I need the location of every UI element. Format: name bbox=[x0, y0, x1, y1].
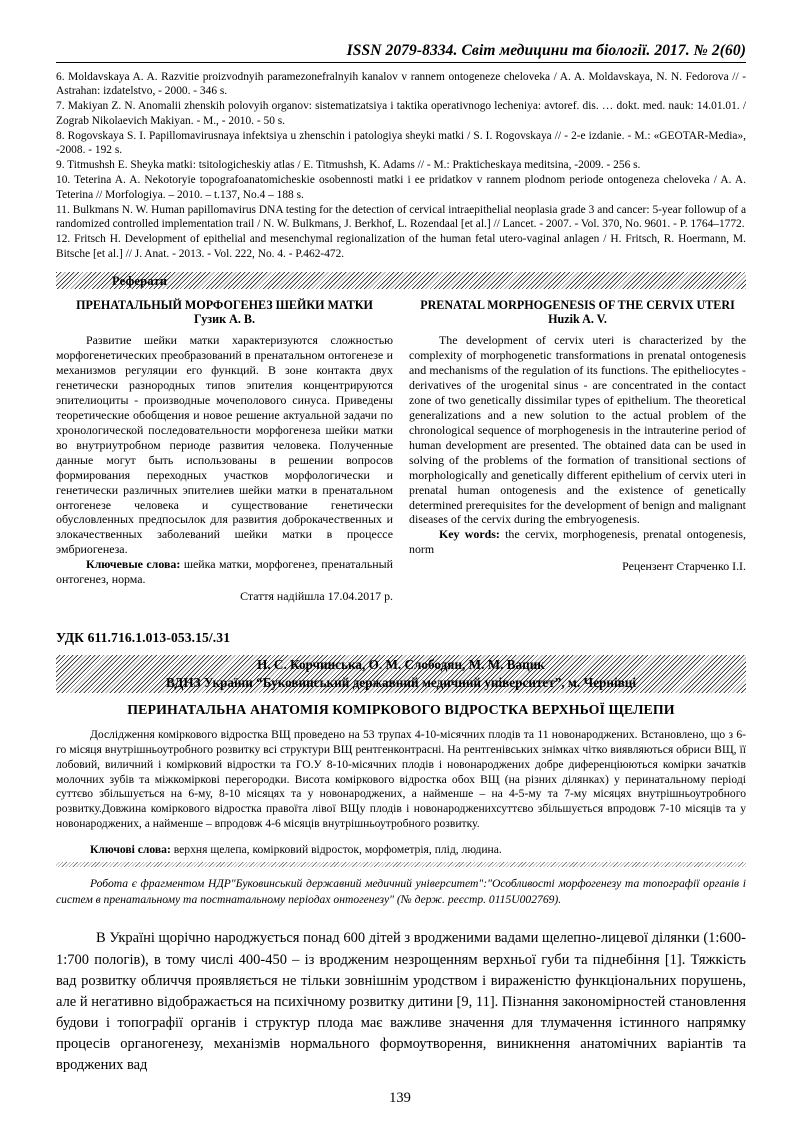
reference-item: 11. Bulkmans N. W. Human papillomavirus DNA testing for the detection of cervical intraepithelial neoplasia grade 3 and cancer: 5-year followup of a randomized controlled implementation trail / N. W. Bulkmans, J. Berkhof, L. Rozendaal [et al.] // Lancet. - 2007. - Vol. 370, No. 9601. - P. 1764–1772. bbox=[56, 203, 746, 231]
abstracts-section-band bbox=[56, 272, 746, 289]
abstract-en-keywords bbox=[409, 527, 746, 557]
reference-item: 8. Rogovskaya S. I. Papillomavirusnaya infektsiya u zhenschin i patologiya sheyki matki / S. I. Rogovskaya // - 2-e izdanie. - M.: «GEOTAR-Media», -2008. - 192 s. bbox=[56, 129, 746, 157]
article-body-text: В Україні щорічно народжується понад 600 дітей з вродженими вадами щелепно-лицевої ділянки (1:600-1:700 пологів), в тому числі 400-450 – із вродженим незрощенням верхньої губи та піднебіння [1]. Тяжкість вад розвитку обличчя проявляється не тільки зовнішнім уродством і вираженістю функціональних порушень, але й негативно відображається на психічному розвитку дитини [9, 11]. Пізнання закономірностей становлення будови і топографії органів і структур плода має важливе значення для тлумачення істинного напрямку процесів органогенезу, механізмів нормального формоутворення, виникнення анатомічних варіантів та вроджених вад bbox=[56, 930, 746, 1074]
section-divider bbox=[56, 862, 746, 867]
abstract-en-reviewer: Рецензент Старченко І.І. bbox=[622, 559, 746, 574]
abstract-ru-keywords bbox=[56, 557, 393, 587]
article-affiliation: ВДНЗ України “Буковинський державний медичний університет”, м. Чернівці bbox=[165, 674, 637, 690]
running-head-rule bbox=[56, 62, 746, 63]
article-abstract: Дослідження коміркового відростка ВЩ проведено на 53 трупах 4-10-місячних плодів та 11 новонароджених. Встановлено, що з 6-го місяця внутрішньоутробного розвитку всі структури ВЩ рентгенконтрасні. На рентгенівських знімках чітко виявляються обриси ВЩ, її лобовий, виличний і комірковий відростки та ГО.У 8-10-місячних плодів і новонароджених добре диференціюються комірки зачатків молочних зубів та міжкоміркові перегородки. Висота коміркового відростка обох ВЩ (на різних ділянках) у перинатальному періоді суттєво збільшується на 6-му, 8-10 місяцях та у новонароджених, а найменше – на 4-5-му та 7-му місяцях внутрішньоутробного розвитку.Довжина коміркового відростка правоїта лівої ВЩу плодів і новонародженихсуттєво збільшується впродовж 7-10 місяців та у новонароджених, а найменше – впродовж 4-6 місяців внутрішньоутробного розвитку. bbox=[56, 728, 746, 830]
abstract-en-keywords-label: Key words: bbox=[439, 527, 500, 542]
abstract-ru-body: Развитие шейки матки характеризуются сложностью морфогенетических преобразований в пренатальном онтогенезе и механизмов регуляции его функций. В зоне контакта двух генетически разнородных типов эпителия концентрируются эпителиоциты - производные мочеполового синуса. Приведены теоретические обобщения и новое решение актуальной задачи по хронологической последовательности морфогенеза шейки матки во внутриутробном периоде развития человека. Полученные данные могут быть использованы в решении вопросов формирования переходных участков морфологически и генетически различных эпителиев шейки матки в пренатальном онтогенезе человека и существование генетически обусловленных предпосылок для развития доброкачественных и злокачественных заболеваний шейки матки в процессе эмбриогенеза. bbox=[56, 333, 393, 557]
reference-item: 7. Makiyan Z. N. Anomalii zhenskih polovyih organov: sistematizatsiya i taktika operativnogo lecheniya: avtoref. dis. … dokt. med. nauk: 14.01.01. / Zograb Nikolaevich Makiyan. - M., - 2010. - 50 s. bbox=[56, 100, 746, 127]
abstract-en-author: Huzik A. V. bbox=[548, 312, 607, 327]
abstract-en-body: The development of cervix uteri is characterized by the complexity of morphogenetic transformations in prenatal ontogenesis and mechanisms of the regulation of its functions. The epitheliocytes - derivatives of the urogenital sinus - are concentrated in the contact zone of two genetically dissimilar types of epithelium. The theoretical generalizations and a new solution to the actual problem of the chronological sequence of morphogenesis in the intrauterine period of human development are presented. The obtained data can be used in solving of the problems of the formation of transitional sections of morphologically and genetically different epithelium of cervix uteri in prenatal human ontogenesis and the existence of genetically determined prerequisites for the development of benign and malignant diseases of the cervix during the embryogenesis. bbox=[409, 333, 746, 527]
abstracts-section-label: Реферати bbox=[112, 274, 168, 289]
abstract-ru-keywords-value: шейка матки, морфогенез, пренатальный онтогенез, норма. bbox=[56, 557, 393, 587]
article-keywords-value: верхня щелепа, комірковий відросток, морфометрія, плід, людина. bbox=[170, 843, 502, 857]
reference-item: 6. Moldavskaya A. A. Razvitie proizvodnyih paramezonefralnyih kanalov v rannem ontogeneze cheloveka / A. A. Moldavskaya, N. N. Fedorova // - Astrahan: izdatelstvo, - 2000. - 346 s. bbox=[56, 71, 746, 98]
reference-item: 9. Titmushsh E. Sheyka matki: tsitologicheskiy atlas / E. Titmushsh, K. Adams // - M.: Prakticheskaya meditsina, -2009. - 256 s. bbox=[56, 159, 641, 172]
abstract-en-title: PRENATAL MORPHOGENESIS OF THE CERVIX UTERI bbox=[420, 298, 735, 313]
funding-note: Робота є фрагментом НДР"Буковинський державний медичний університет":"Особливості морфогенезу та топографії органів і систем в пренатальному та постнатальному періодах онтогенезу" (№ держ. реєстр. 0115U002769). bbox=[56, 877, 746, 906]
article-keywords-label: Ключові слова: bbox=[90, 843, 171, 857]
abstract-ru-received-date: Стаття надійшла 17.04.2017 р. bbox=[240, 589, 393, 604]
article-title: ПЕРИНАТАЛЬНА АНАТОМІЯ КОМІРКОВОГО ВІДРОСТКА ВЕРХНЬОЇ ЩЕЛЕПИ bbox=[127, 703, 675, 719]
abstract-ru-keywords-label: Ключевые слова: bbox=[86, 557, 181, 572]
abstract-russian bbox=[56, 298, 393, 604]
udc-code: УДК 611.716.1.013-053.15/.31 bbox=[56, 630, 231, 646]
article-keywords bbox=[56, 843, 746, 858]
running-head: ISSN 2079-8334. Світ медицини та біології. 2017. № 2(60) bbox=[346, 42, 746, 59]
article-authors-band bbox=[56, 655, 746, 693]
article-authors: Н. С. Корчинська, О. М. Слободян, М. М. Вацик bbox=[257, 657, 545, 673]
reference-item: 12. Fritsch H. Development of epithelial and mesenchymal regionalization of the human fetal utero-vaginal anlagen / H. Fritsch, R. Hoermann, M. Bitsche [et al.] // J. Anat. - 2013. - Vol. 222, No. 4. - P.462-472. bbox=[56, 233, 746, 260]
reference-item: 10. Teterina A. A. Nekotoryie topografoanatomicheskie osobennosti matki i ee pridatkov v rannem plodnom periode ontogeneza cheloveka / A. A. Teterina // Morfologiya. – 2010. – t.137, No.4 – 188 s. bbox=[56, 174, 746, 201]
abstract-ru-title: ПРЕНАТАЛЬНЫЙ МОРФОГЕНЕЗ ШЕЙКИ МАТКИ bbox=[76, 298, 373, 313]
abstracts-columns bbox=[56, 298, 746, 604]
page-content bbox=[56, 42, 746, 1091]
references-list bbox=[56, 70, 746, 261]
abstract-ru-author: Гузик А. В. bbox=[194, 312, 255, 327]
page-number: 139 bbox=[389, 1090, 411, 1106]
abstract-english bbox=[409, 298, 746, 604]
abstract-en-keywords-value: the cervix, morphogenesis, prenatal ontogenesis, norm bbox=[409, 527, 746, 557]
